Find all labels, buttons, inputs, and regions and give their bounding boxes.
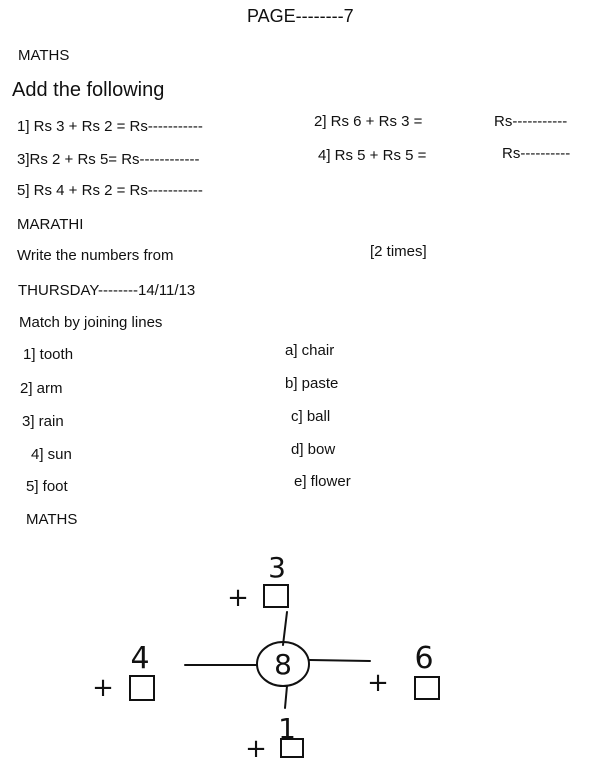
add-following-title: Add the following [12, 79, 165, 101]
answer-box-left [130, 676, 154, 700]
match-right-item: c] ball [291, 408, 331, 425]
page-number: PAGE--------7 [247, 6, 354, 26]
answer-box-right [415, 677, 439, 699]
addition-item-2-answer: Rs----------- [494, 113, 568, 130]
center-number: 8 [274, 648, 292, 681]
match-left-item: 4] sun [31, 446, 72, 463]
match-right-item: e] flower [294, 473, 351, 490]
left-number: 4 [130, 641, 150, 676]
marathi-note: [2 times] [370, 243, 427, 260]
addition-item-5: 5] Rs 4 + Rs 2 = Rs----------- [17, 182, 203, 199]
connector-line-top [283, 612, 287, 645]
connector-line-bottom [285, 686, 287, 708]
addition-item-4: 4] Rs 5 + Rs 5 = [318, 147, 427, 164]
bottom-number: 1 [278, 712, 296, 745]
plus-sign-top: + [227, 583, 249, 613]
plus-sign-right: + [367, 668, 389, 698]
section-marathi-heading: MARATHI [17, 216, 84, 233]
match-right-item: a] chair [285, 342, 335, 359]
match-right-item: b] paste [285, 375, 339, 392]
addition-item-4-answer: Rs---------- [502, 145, 571, 162]
plus-sign-bottom: + [245, 734, 267, 758]
match-left-item: 2] arm [20, 380, 63, 397]
connector-line-right [310, 660, 370, 661]
plus-sign-left: + [92, 673, 114, 703]
answer-box-top [264, 585, 288, 607]
addition-item-2: 2] Rs 6 + Rs 3 = [314, 113, 423, 130]
marathi-instruction: Write the numbers from [17, 247, 174, 264]
top-number: 3 [268, 551, 286, 584]
match-right-item: d] bow [291, 441, 336, 458]
match-title: Match by joining lines [19, 314, 163, 331]
date-line: THURSDAY--------14/11/13 [18, 282, 196, 299]
match-left-item: 3] rain [22, 413, 64, 430]
right-number: 6 [414, 641, 434, 676]
match-left-item: 1] tooth [23, 346, 74, 363]
addition-item-1: 1] Rs 3 + Rs 2 = Rs----------- [17, 118, 203, 135]
section-maths-heading: MATHS [18, 47, 70, 64]
section-maths-heading-2: MATHS [26, 511, 78, 528]
match-left-item: 5] foot [26, 478, 68, 495]
addition-item-3: 3]Rs 2 + Rs 5= Rs------------ [17, 151, 200, 168]
